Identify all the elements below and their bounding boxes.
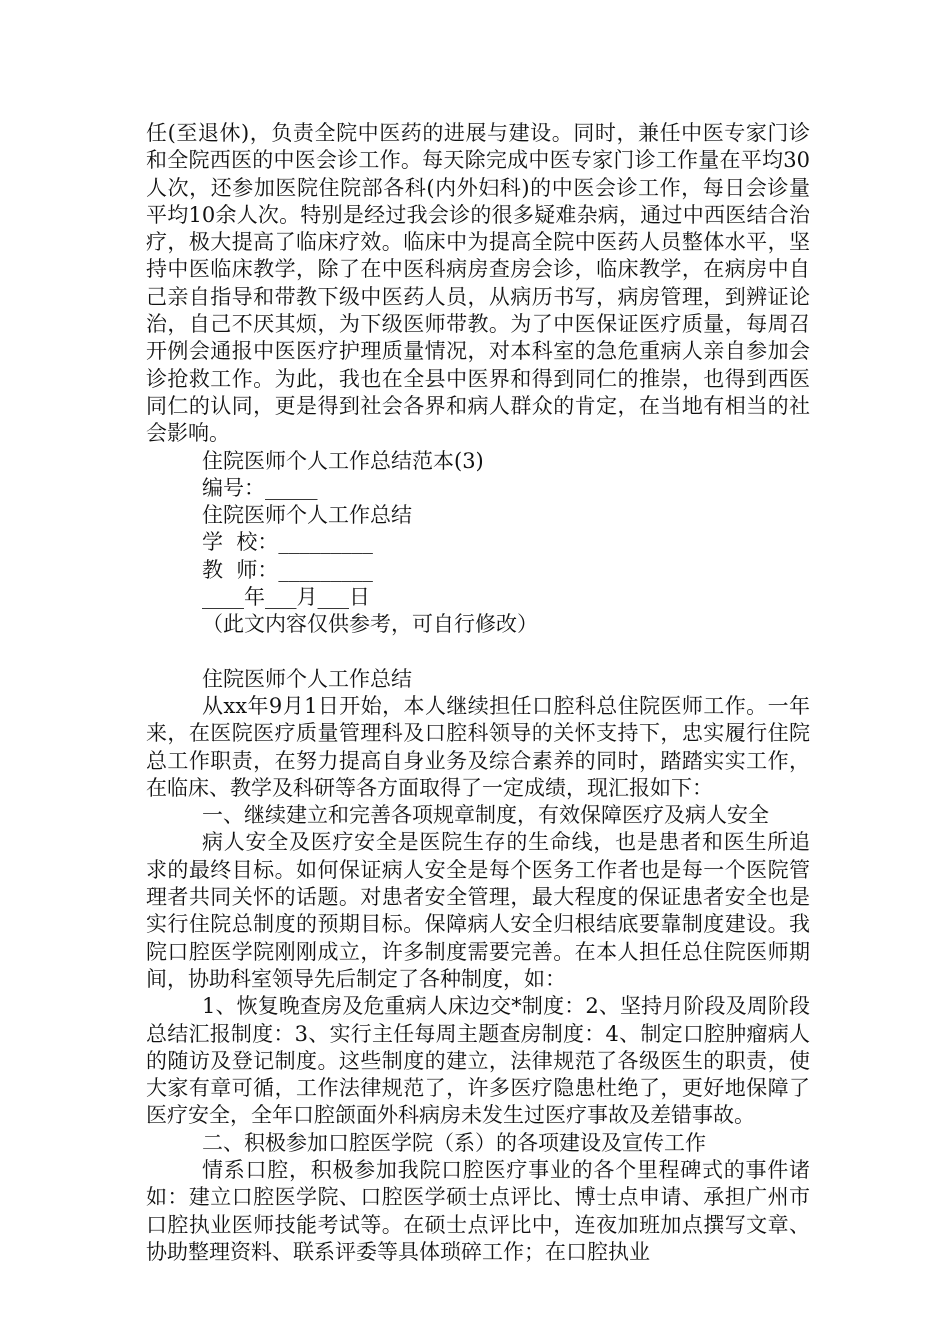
body-paragraph: 病人安全及医疗安全是医院生存的生命线，也是患者和医生所追求的最终目标。如何保证病人安全是每个医务工作者也是每一个医院管理者共同关怀的话题。对患者安全管理，最大程度的保证患者安全也是实行住院总制度的预期目标。保障病人安全归根结底要靠制度建设。我院口腔医学院刚刚成立，许多制度需要完善。在本人担任总住院医师期间，协助科室领导先后制定了各种制度，如： xyxy=(146,830,810,991)
heading-two: 二、积极参加口腔医学院（系）的各项建设及宣传工作 xyxy=(202,1130,706,1155)
serial-number-field: 编号：_____ xyxy=(202,475,318,500)
teacher-field: 教 师：_________ xyxy=(202,557,373,582)
date-field: ____年___月___日 xyxy=(202,585,370,610)
paragraph-continuation: 任(至退休)，负责全院中医药的进展与建设。同时，兼任中医专家门诊和全院西医的中医会诊工作。每天除完成中医专家门诊工作量在平均30人次，还参加医院住院部各科(内外妇科)的中医会诊工作，每日会诊量平均10余人次。特别是经过我会诊的很多疑难杂病，通过中西医结合治疗，极大提高了临床疗效。临床中为提高全院中医药人员整体水平，坚持中医临床教学，除了在中医科病房查房会诊，临床教学，在病房中自己亲自指导和带教下级中医药人员，从病历书写，病房管理，到辨证论治，自己不厌其烦，为下级医师带教。为了中医保证医疗质量，每周召开例会通报中医医疗护理质量情况，对本科室的急危重病人亲自参加会诊抢救工作。为此，我也在全县中医界和得到同仁的推崇，也得到西医同仁的认同，更是得到社会各界和病人群众的肯定，在当地有相当的社会影响。 xyxy=(146,121,810,446)
body-paragraph: 情系口腔，积极参加我院口腔医疗事业的各个里程碑式的事件诸如：建立口腔医学院、口腔医学硕士点评比、博士点申请、承担广州市口腔执业医师技能考试等。在硕士点评比中，连夜加班加点撰写文章、协助整理资料、联系评委等具体琐碎工作；在口腔执业 xyxy=(146,1157,810,1264)
document-title: 住院医师个人工作总结 xyxy=(202,666,412,691)
school-field: 学 校：_________ xyxy=(202,530,373,555)
heading-one: 一、继续建立和完善各项规章制度，有效保障医疗及病人安全 xyxy=(202,803,769,828)
disclaimer-note: （此文内容仅供参考，可自行修改） xyxy=(202,612,538,637)
cover-title: 住院医师个人工作总结 xyxy=(202,503,412,528)
document-body xyxy=(146,120,810,1266)
body-paragraph: 1、恢复晚查房及危重病人床边交*制度：2、坚持月阶段及周阶段总结汇报制度：3、实行主任每周主题查房制度：4、制定口腔肿瘤病人的随访及登记制度。这些制度的建立，法律规范了各级医生的职责，使大家有章可循，工作法律规范了，许多医疗隐患杜绝了，更好地保障了医疗安全，全年口腔颌面外科病房未发生过医疗事故及差错事故。 xyxy=(146,994,810,1128)
intro-paragraph: 从xx年9月1日开始，本人继续担任口腔科总住院医师工作。一年来，在医院医疗质量管理科及口腔科领导的关怀支持下，忠实履行住院总工作职责，在努力提高自身业务及综合素养的同时，踏踏实实工作，在临床、教学及科研等各方面取得了一定成绩，现汇报如下： xyxy=(146,693,810,800)
blank-line xyxy=(146,639,810,666)
section-title: 住院医师个人工作总结范本(3) xyxy=(202,448,484,473)
